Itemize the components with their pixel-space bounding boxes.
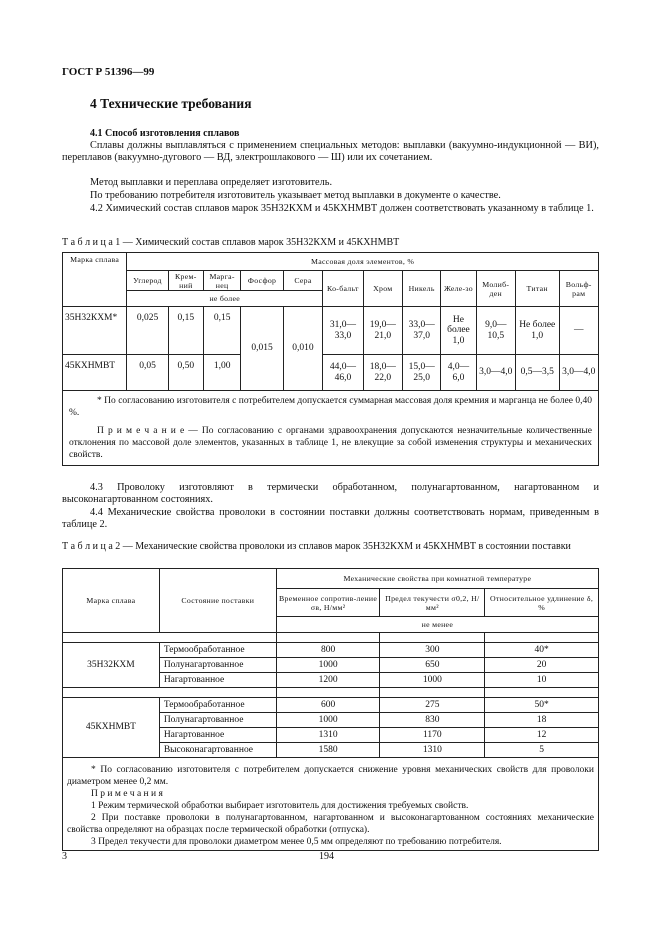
table2-note: 2 При поставке проволоки в полунагартованном, нагартованном и высоконагартованном состояниях механические свойства определяют на образцах после термической обработки (отпуска). — [67, 813, 594, 835]
max-label: не более — [127, 291, 323, 307]
table1-caption: Т а б л и ц а 1 — Химический состав сплавов марок 35Н32КХМ и 45КХНМВТ — [62, 237, 400, 248]
col-el: Титан — [515, 271, 559, 307]
col-state: Состояние поставки — [159, 569, 276, 633]
col-el: Молиб-ден — [476, 271, 515, 307]
col-el: Ко-бальт — [323, 271, 363, 307]
col-el: Относительное удлинение δ, % — [485, 589, 599, 617]
col-el: Хром — [363, 271, 402, 307]
table-row: Полунагартованное 1000 830 18 — [63, 713, 599, 728]
subsection-title: 4.1 Способ изготовления сплавов — [90, 128, 240, 139]
page-number: 3 — [62, 851, 67, 862]
paragraph: 4.4 Механические свойства проволоки в состоянии поставки должны соответствовать нормам, приведенным в таблице 2. — [62, 507, 599, 531]
col-grade: Марка сплава — [63, 253, 127, 307]
col-group: Механические свойства при комнатной температуре — [276, 569, 598, 589]
document-id: ГОСТ Р 51396—99 — [62, 66, 155, 78]
paragraph: 4.2 Химический состав сплавов марок 35Н32КХМ и 45КХНМВТ должен соответствовать указанному в таблице 1. — [90, 203, 594, 214]
table2 — [62, 568, 599, 851]
min-label: не менее — [276, 617, 598, 633]
table-row: Высоконагартованное 1580 1310 5 — [63, 743, 599, 758]
table-row: Полунагартованное 1000 650 20 — [63, 658, 599, 673]
col-el: Марга-нец — [203, 271, 240, 291]
table2-note: 1 Режим термической обработки выбирает изготовитель для достижения требуемых свойств. — [91, 801, 469, 811]
table-row: 45КХНМВТ Термообработанное 600 275 50* — [63, 698, 599, 713]
col-grade: Марка сплава — [63, 569, 160, 633]
table2-footnote: * По согласованию изготовителя с потребителем допускается снижение уровня механических свойств для проволоки диаметром менее 0,2 мм. — [67, 765, 594, 787]
col-ys: Предел текучести σ0,2, Н/мм² — [380, 589, 485, 617]
paragraph: Сплавы должны выплавляться с применением специальных методов: выплавки (вакуумно-индукционной — ВИ), переплавов (вакуумно-дугового — ВД, электрошлакового — Ш) или их сочетанием. — [62, 140, 599, 164]
table-row: 35Н32КХМ Термообработанное 800 300 40* — [63, 643, 599, 658]
col-el: Вольф-рам — [559, 271, 599, 307]
table2-note: 3 Предел текучести для проволоки диаметром менее 0,5 мм определяют по требованию потребителя. — [91, 837, 502, 847]
sheet-number: 194 — [319, 851, 334, 862]
col-group: Массовая доля элементов, % — [127, 253, 599, 271]
col-el: Желе-зо — [441, 271, 476, 307]
paragraph: Метод выплавки и переплава определяет изготовитель. — [90, 177, 333, 188]
table1 — [62, 252, 599, 466]
col-el: Углерод — [127, 271, 168, 291]
paragraph: По требованию потребителя изготовитель указывает метод выплавки в документе о качестве. — [90, 190, 501, 201]
table-row: 45КХНМВТ 0,05 0,50 1,00 44,0—46,0 18,0—22,0 15,0—25,0 4,0—6,0 3,0—4,0 0,5—3,5 3,0—4,0 — [63, 355, 599, 391]
table-row: Нагартованное 1310 1170 12 — [63, 728, 599, 743]
table1-note: П р и м е ч а н и е — По согласованию с органами здравоохранения допускаются незначительные количественные отклонения по массовой доле элементов, указанных в таблице 1, не влекущие за собой изменения структуры и механических свойств. — [69, 426, 592, 460]
table1-footnote: * По согласованию изготовителя с потребителем допускается суммарная массовая доля кремния и марганца не более 0,40 %. — [69, 396, 592, 418]
col-el: Никель — [402, 271, 440, 307]
col-uts: Временное сопротив-ление σв, Н/мм² — [276, 589, 380, 617]
table2-caption: Т а б л и ц а 2 — Механические свойства проволоки из сплавов марок 35Н32КХМ и 45КХНМВТ в состоянии поставки — [62, 541, 571, 552]
col-el: Фосфор — [241, 271, 284, 291]
table2-notes-label: П р и м е ч а н и я — [91, 789, 163, 799]
paragraph: 4.3 Проволоку изготовляют в термически обработанном, полунагартованном, нагартованном и высоконагартованном состояниях. — [62, 482, 599, 506]
col-el: Крем-ний — [168, 271, 203, 291]
section-title: 4 Технические требования — [90, 96, 252, 111]
col-el: Сера — [283, 271, 322, 291]
table-row: 35Н32КХМ* 0,025 0,15 0,15 0,015 0,010 31,0—33,0 19,0—21,0 33,0—37,0 Не более 1,0 9,0—10,5 Не более 1,0 — — [63, 307, 599, 355]
table-row: Нагартованное 1200 1000 10 — [63, 673, 599, 688]
